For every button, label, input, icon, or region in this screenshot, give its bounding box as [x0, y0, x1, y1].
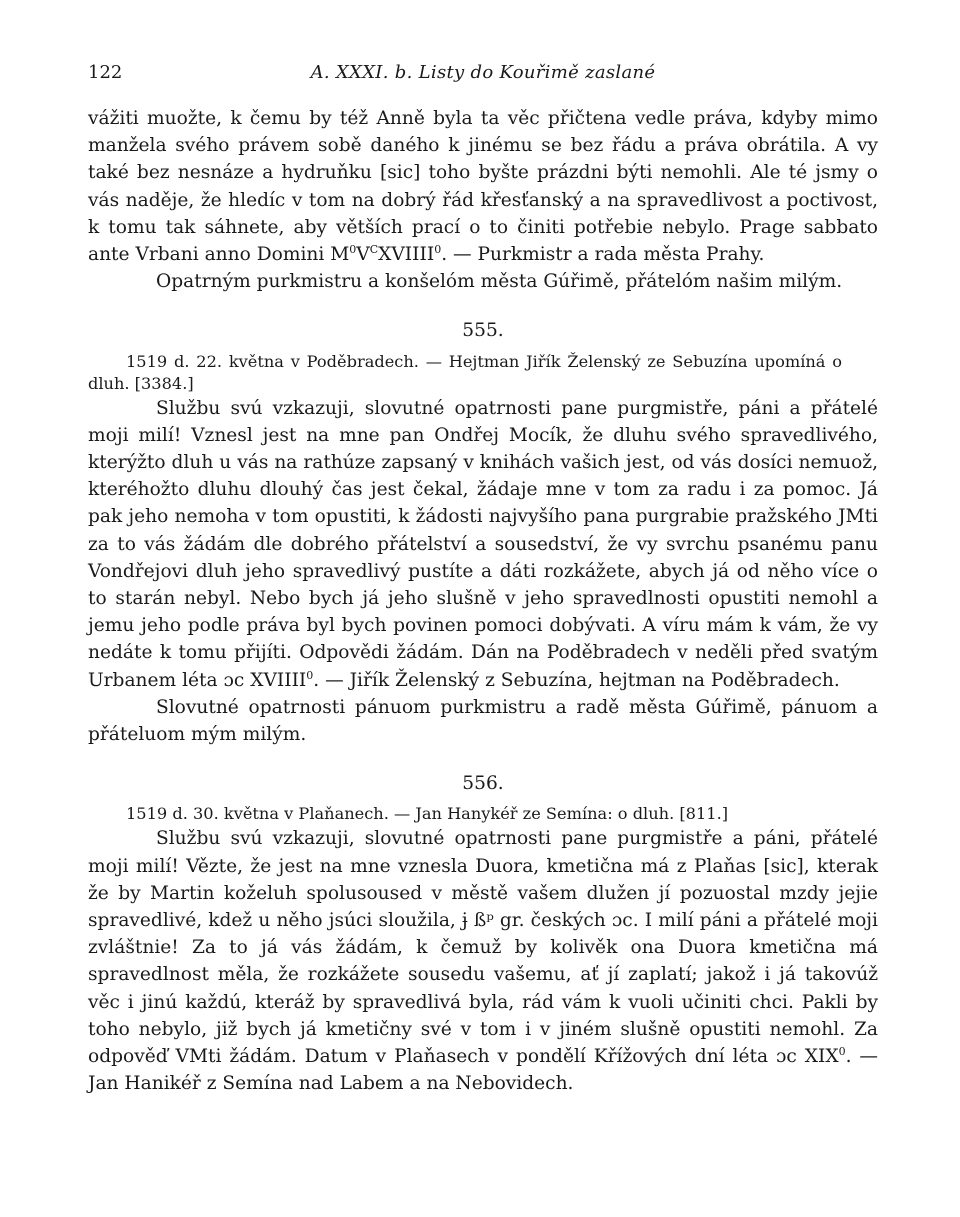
intro-address: Opatrným purkmistru a konšelóm města Gúřimě, přátelóm našim milým.: [156, 271, 843, 293]
letter-text-556: Službu svú vzkazuji, slovutné opatrnosti pane purgmistře a páni, přátelé moji milí! Vězte, že jest na mne vznesla Duora, kmetična má z Plaňas [sic], kterak že by Martin koželuh spolusoused v městě vašem dlužen jí pozuostal mzdy jejie spravedlivé, kdež u něho jsúci sloužila, ɉ ßᵖ gr. českých ɔc. I milí páni a přátelé moji zvláštnie! Za to já vás žádám, k čemuž by kolivěk ona Duora kmetična má spravedlnost měla, že rozkážete sousedu vašemu, ať jí zaplatí; jakož i já takovúž věc i jinú každú, kteráž by spravedlivá byla, rád vám k vuoli učiniti chci. Pakli by toho nebylo, již bych já kmetičny své v tom i v jiném slušně opustiti nemohl. Za odpověď VMti žádám. Datum v Plaňasech v pondělí Křížových dní léta ɔc XIX$^0$. — Jan Hanikéř z Semína nad Labem a na Nebovidech.: [88, 828, 878, 1095]
regest-555: 1519 d. 22. května v Poděbradech. — Hejtman Jiřík Želenský ze Sebuzína upomíná o dluh. [3384.]: [88, 351, 842, 393]
page-header: [88, 62, 878, 86]
address-555: Slovutné opatrnosti pánuom purkmistru a radě města Gúřimě, pánuom a přáteluom mým milým.: [88, 696, 878, 746]
intro-paragraph: vážiti muožte, k čemu by též Anně byla ta věc přičtena vedle práva, kdyby mimo manžela svého právem sobě daného k jinému se bez řádu a práva obrátila. A vy také bez nesnáze a hydruňku [sic] toho byšte prázdni býti nemohli. Ale té jsmy o vás naděje, že hledíc v tom na dobrý řád křesťanský a na spravedlivost a poctivost, k tomu tak sáhnete, aby větších prací o to činiti potřebie nebylo. Prage sabbato ante Vrbani anno Domini $M^0V^CXVIIII^0$. — Purkmistr a rada města Prahy.: [88, 108, 878, 266]
page-body: [88, 105, 878, 1098]
regest-556: 1519 d. 30. května v Plaňanech. — Jan Hanykéř ze Semína: o dluh. [811.]: [126, 804, 729, 824]
letter-text-555: Službu svú vzkazuji, slovutné opatrnosti pane purgmistře, páni a přátelé moji milí! Vznesl jest na mne pan Ondřej Mocík, že dluhu svého spravedlivého, kterýžto dluh u vás na rathúze zapsaný v knihách vašich jest, od vás dosíci nemuož, kteréhožto dluhu dlouhý čas jest čekal, žádaje mne v tom za radu i za pomoc. Já pak jeho nemoha v tom opustiti, k žádosti najvyšího pana purgrabie pražského JMti za to vás žádám dle dobrého přátelství a sousedství, že vy svrchu psanému panu Vondřejovi dluh jeho spravedlivý pustíte a dáti rozkážete, abych já od něho více o to starán nebyl. Nebo bych já jeho slušně v jeho spravedlnosti opustiti nemohl a jemu jeho podle práva byl bych povinen pomoci dobývati. A víru mám k vám, že vy nedáte k tomu přijíti. Odpovědi žádám. Dán na Poděbradech v neděli před svatým Urbanem léta ɔc XVIIII$^0$. — Jiřík Želenský z Sebuzína, hejtman na Poděbradech.: [88, 397, 878, 691]
document-number-555: 555.: [462, 320, 504, 342]
running-title: A. XXXI. b. Listy do Kouřimě zaslané: [310, 62, 656, 83]
page-number: 122: [88, 62, 123, 83]
document-number-556: 556.: [462, 773, 504, 795]
